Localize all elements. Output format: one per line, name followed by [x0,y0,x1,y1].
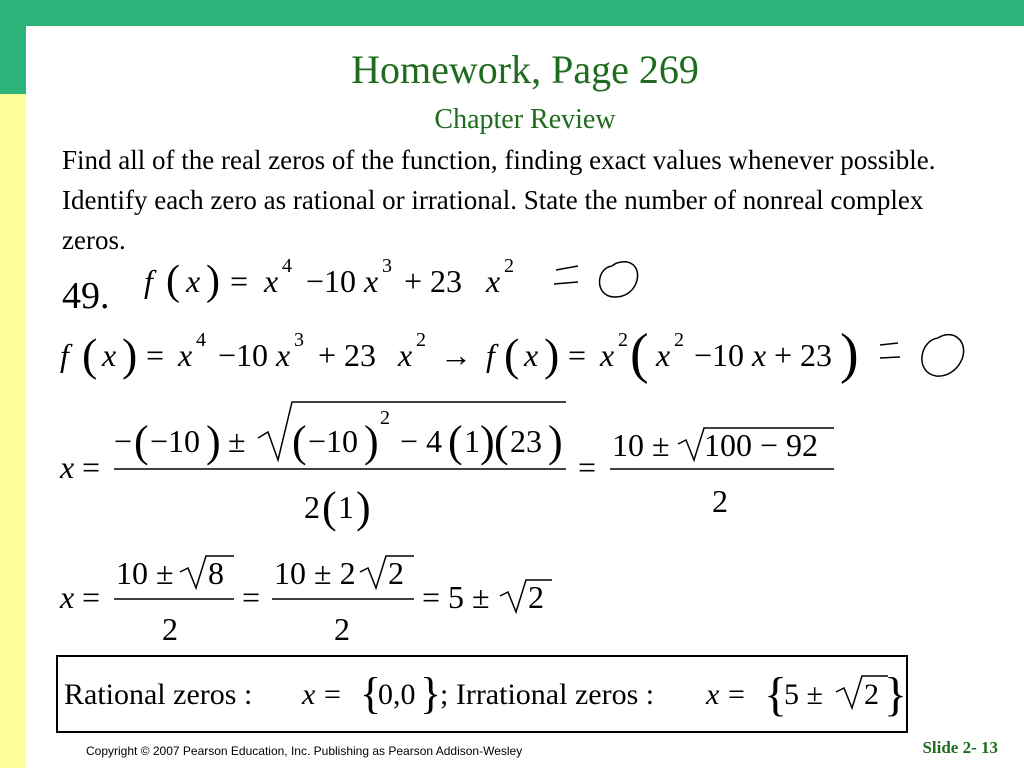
svg-text:f: f [60,337,69,373]
svg-text:(: ( [134,417,149,466]
svg-text:): ) [356,483,371,532]
svg-text:x: x [524,337,539,373]
svg-text:0,0: 0,0 [378,678,416,711]
svg-text:2: 2 [528,579,544,615]
svg-text:2: 2 [304,489,320,525]
svg-text:2: 2 [416,329,426,351]
equation-line-3 [59,402,834,532]
svg-text:x: x [398,337,413,373]
svg-text:10 ±: 10 ± [116,555,174,591]
svg-text:±: ± [228,423,246,459]
svg-text:x: x [276,337,291,373]
svg-text:=: = [146,337,165,373]
svg-text:(: ( [166,258,180,304]
svg-text:): ) [840,323,859,385]
svg-text:): ) [206,258,220,304]
svg-text:=: = [82,449,101,485]
svg-text:10 ±: 10 ± [612,427,670,463]
svg-text:x: x [302,678,316,711]
svg-text:x: x [600,337,615,373]
svg-text:): ) [544,329,560,380]
svg-text:−10: −10 [308,423,359,459]
svg-text:(: ( [448,417,463,466]
svg-text:(: ( [504,329,520,380]
svg-text:2: 2 [380,407,390,429]
svg-text:x: x [102,337,117,373]
slide-title: Homework, Page 269 [351,47,699,92]
svg-text:f: f [144,263,153,299]
svg-text:8: 8 [208,555,224,591]
svg-text:; Irrational zeros :: ; Irrational zeros : [440,678,655,711]
svg-text:−10: −10 [218,337,269,373]
svg-text:=: = [82,579,101,615]
problem-number: 49. [62,275,110,317]
svg-text:f: f [486,337,495,373]
svg-text:1: 1 [338,489,354,525]
svg-text:}: } [884,668,908,721]
svg-text:x: x [656,337,671,373]
svg-text:x: x [178,337,193,373]
svg-text:−: − [114,423,133,459]
svg-text:x: x [706,678,720,711]
handwritten-equals-zero-2 [880,335,964,376]
slide-number: Slide 2- 13 [922,738,998,757]
svg-text:+ 23: + 23 [404,263,463,299]
svg-text:+ 23: + 23 [774,337,833,373]
svg-text:5 ±: 5 ± [784,678,823,711]
svg-text:): ) [364,417,379,466]
handwritten-equals-zero-1 [554,262,638,297]
svg-text:2: 2 [162,611,178,647]
svg-text:): ) [548,417,563,466]
equation-line-1 [144,255,514,304]
svg-text:10 ± 2: 10 ± 2 [274,555,356,591]
svg-text:(: ( [494,417,509,466]
equation-line-2 [60,323,859,385]
svg-text:): ) [122,329,138,380]
svg-text:→: → [440,337,472,373]
svg-text:{: { [764,668,788,721]
svg-text:x: x [752,337,767,373]
svg-text:=: = [242,579,261,615]
svg-text:2: 2 [334,611,350,647]
svg-text:Rational zeros :: Rational zeros : [64,678,253,711]
answer-box [56,655,908,733]
svg-text:23: 23 [510,423,542,459]
svg-text:{: { [360,669,382,718]
svg-text:2: 2 [504,255,514,277]
svg-text:x: x [60,449,75,485]
svg-text:=: = [578,449,597,485]
svg-text:2: 2 [618,329,628,351]
slide-subtitle: Chapter Review [434,104,616,135]
svg-text:3: 3 [294,329,304,351]
svg-text:100 − 92: 100 − 92 [704,427,819,463]
svg-text:4: 4 [196,329,206,351]
svg-text:3: 3 [382,255,392,277]
svg-text:x: x [60,579,75,615]
svg-text:=: = [324,678,341,711]
svg-text:2: 2 [712,483,728,519]
svg-text:−10: −10 [306,263,357,299]
svg-text:−10: −10 [150,423,201,459]
svg-text:x: x [486,263,501,299]
svg-text:): ) [206,417,221,466]
svg-text:}: } [420,669,442,718]
svg-text:2: 2 [674,329,684,351]
svg-text:x: x [364,263,379,299]
svg-text:(: ( [322,483,337,532]
problem-prompt: Find all of the real zeros of the function, finding exact values whenever possible. Identify each zero as rational or irrational. State the number of nonreal complex zeros. [62,145,936,255]
svg-text:=: = [230,263,249,299]
svg-text:): ) [480,417,495,466]
svg-text:2: 2 [388,555,404,591]
copyright-footer: Copyright © 2007 Pearson Education, Inc. Publishing as Pearson Addison-Wesley [86,744,523,758]
svg-text:= 5 ±: = 5 ± [422,579,490,615]
svg-text:=: = [728,678,745,711]
svg-text:(: ( [292,417,307,466]
svg-text:(: ( [630,323,649,385]
svg-text:(: ( [82,329,98,380]
svg-text:−10: −10 [694,337,745,373]
svg-text:+ 23: + 23 [318,337,377,373]
svg-text:x: x [264,263,279,299]
equation-line-4 [59,555,552,647]
svg-text:=: = [568,337,587,373]
svg-text:4: 4 [282,255,292,277]
svg-text:1: 1 [464,423,480,459]
svg-text:2: 2 [864,678,879,711]
svg-text:x: x [186,263,201,299]
svg-text:− 4: − 4 [400,423,443,459]
